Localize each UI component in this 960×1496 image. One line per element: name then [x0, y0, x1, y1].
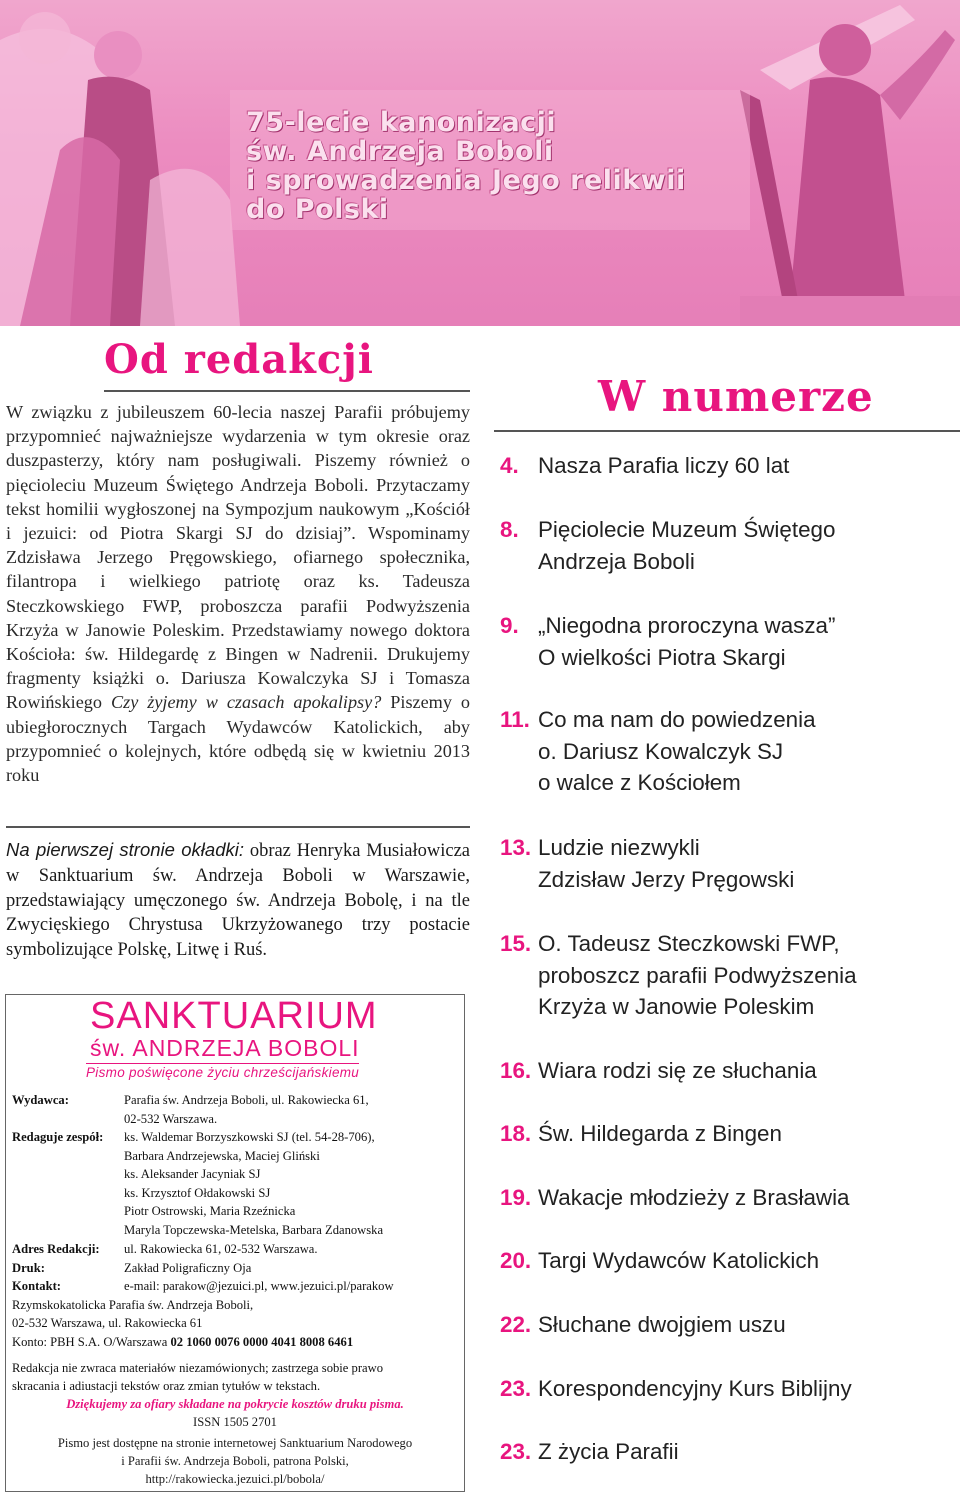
magazine-tagline: Pismo poświęcone życiu chrześcijańskiemu [86, 1065, 360, 1080]
imprint-text: Maryla Topczewska-Metelska, Barbara Zdanowska [124, 1222, 384, 1237]
magazine-subtitle: św. ANDRZEJA BOBOLI [90, 1035, 360, 1061]
toc-title: Pięciolecie Muzeum Świętego Andrzeja Boboli [538, 517, 836, 574]
bank-account [12, 1333, 353, 1352]
imprint-value [124, 1128, 383, 1240]
header-banner [0, 0, 960, 326]
imprint-value: Zakład Poligraficzny Oja [124, 1261, 252, 1275]
imprint-text: ks. Aleksander Jacyniak SJ [124, 1167, 261, 1182]
section-divider [6, 826, 470, 828]
imprint-editors [12, 1128, 383, 1240]
imprint-label: Wydawca: [12, 1093, 69, 1107]
imprint-text: Piotr Ostrowski, Maria Rzeźnicka [124, 1204, 296, 1219]
cover-description [6, 838, 470, 963]
toc-title: Słuchane dwojgiem uszu [538, 1312, 786, 1337]
toc-page: 23. [500, 1439, 532, 1464]
imprint-text: Barbara Andrzejewska, Maciej Gliński [124, 1148, 320, 1163]
issn: ISSN 1505 2701 [193, 1415, 277, 1429]
imprint-label: Adres Redakcji: [12, 1242, 100, 1256]
toc-page: 9. [500, 613, 519, 638]
toc-title: Targi Wydawców Katolickich [538, 1248, 820, 1273]
imprint-contact [12, 1277, 394, 1296]
imprint-text: ks. Krzysztof Ołdakowski SJ [124, 1185, 271, 1200]
imprint-printer [12, 1259, 251, 1278]
toc-page: 22. [500, 1312, 532, 1337]
imprint-label: Redaguje zespół: [12, 1130, 104, 1144]
toc-title: Nasza Parafia liczy 60 lat [538, 453, 790, 478]
banner-title [246, 108, 766, 224]
imprint-text: ks. Waldemar Borzyszkowski SJ (tel. 54-28-706), [124, 1130, 375, 1144]
toc-page: 19. [500, 1185, 532, 1210]
toc-title: Ludzie niezwykli Zdzisław Jerzy Pręgowski [538, 835, 795, 892]
banner-title-line: do Polski [246, 194, 389, 225]
magazine-title: SANKTUARIUM [90, 995, 378, 1037]
toc-title: Wakacje młodzieży z Brasławia [538, 1185, 850, 1210]
imprint-label: Kontakt: [12, 1279, 61, 1293]
toc-page: 13. [500, 835, 532, 860]
editorial-heading: Od redakcji [104, 336, 374, 383]
banner-title-line: 75-lecie kanonizacji [246, 107, 557, 138]
imprint-address [12, 1240, 318, 1259]
toc-page: 15. [500, 931, 532, 956]
editorial-body-2: Piszemy o ubiegłorocznych Targach Wydawców Katolickich, aby przypomnieć o kolejnych, które odbędą się w kwietniu 2013 roku [6, 692, 470, 786]
bank-account-number: 02 1060 0076 0000 4041 8008 6461 [170, 1335, 354, 1349]
imprint-value: ul. Rakowiecka 61, 02-532 Warszawa. [124, 1242, 318, 1256]
editorial-body-1: W związku z jubileuszem 60-lecia naszej Parafii próbujemy przypomnieć najważniejsze wydarzenia w tym okresie oraz duszpasterzy, który nam posługiwali. Piszemy również o pięcioleciu Muzeum Świętego Andrzeja Boboli. Przytaczamy tekst homilii wygłoszonej na Sympozjum naukowym „Kościół i jezuici: od Piotra Skargi SJ do dzisiaj”. Wspominamy Zdzisława Jerzego Pręgowskiego, ofiarnego społecznika, filantropa i wielkiego patriotę oraz ks. Tadeusza Steczkowskiego FWP, proboszcza parafii Podwyższenia Krzyża w Janowie Poleskim. Przedstawiamy nowego doktora Kościoła: św. Hildegardę z Bingen w Nadrenii. Drukujemy fragmenty książki o. Dariusza Kowalczyka SJ i Tomasza Rowińskiego [6, 402, 470, 713]
toc-page: 8. [500, 517, 519, 542]
cover-lead: Na pierwszej stronie okładki: [6, 839, 244, 860]
website-link[interactable]: http://rakowiecka.jezuici.pl/bobola/ [145, 1472, 325, 1486]
toc-page: 16. [500, 1058, 532, 1083]
editorial-note: skracania i adiustacji tekstów oraz zmian tytułów w tekstach. [12, 1379, 321, 1393]
editorial-note: Redakcja nie zwraca materiałów niezamówionych; zastrzega sobie prawo [12, 1361, 383, 1375]
toc-title: „Niegodna proroczyna wasza” O wielkości Piotra Skargi [538, 613, 836, 670]
thanks-note: Dziękujemy za ofiary składane na pokrycie kosztów druku pisma. [66, 1397, 404, 1411]
contents-heading: W numerze [598, 372, 874, 421]
toc-page: 11. [500, 707, 530, 732]
online-note: Pismo jest dostępne na stronie internetowej Sanktuarium Narodowego [57, 1436, 413, 1450]
toc-title: Co ma nam do powiedzenia o. Dariusz Kowalczyk SJ o walce z Kościołem [538, 707, 816, 795]
cover-text: obraz Henryka Musiałowicza w Sanktuarium św. Andrzeja Boboli w Warszawie, przedstawiający umęczonego św. Andrzeja Bobolę, i na tle Zwycięskiego Chrystusa Ukrzyżowanego trzy postacie symbolizujące Polskę, Litwę i Ruś. [6, 841, 470, 961]
toc-title: O. Tadeusz Steczkowski FWP, proboszcz parafii Podwyższenia Krzyża w Janowie Poleskim [538, 931, 857, 1019]
bank-account-prefix: Konto: PBH S.A. O/Warszawa [12, 1335, 171, 1349]
parish-name: Rzymskokatolicka Parafia św. Andrzeja Boboli, [12, 1298, 254, 1312]
book-title: Czy żyjemy w czasach apokalipsy? [110, 692, 382, 713]
toc-title: Z życia Parafii [538, 1439, 679, 1464]
imprint-text: Parafia św. Andrzeja Boboli, ul. Rakowiecka 61, [124, 1093, 369, 1107]
banner-title-line: i sprowadzenia Jego relikwii [246, 165, 686, 196]
heading-rule [104, 390, 470, 392]
toc-page: 18. [500, 1121, 532, 1146]
toc-title: Św. Hildegarda z Bingen [538, 1121, 782, 1146]
toc-page: 20. [500, 1248, 532, 1273]
imprint-publisher [12, 1091, 369, 1128]
contents-rule [494, 430, 960, 432]
imprint-label: Druk: [12, 1261, 45, 1275]
toc-title: Korespondencyjny Kurs Biblijny [538, 1376, 852, 1401]
toc-page: 4. [500, 453, 519, 478]
contact-link[interactable]: e-mail: parakow@jezuici.pl, www.jezuici.pl/parakow [124, 1279, 394, 1293]
toc-title: Wiara rodzi się ze słuchania [538, 1058, 817, 1083]
banner-title-line: św. Andrzeja Boboli [246, 136, 554, 167]
toc-page: 23. [500, 1376, 532, 1401]
imprint-value [124, 1091, 369, 1128]
editorial-text [6, 400, 470, 787]
online-note: i Parafii św. Andrzeja Boboli, patrona Polski, [121, 1454, 349, 1468]
imprint-text: 02-532 Warszawa. [124, 1111, 218, 1126]
imprint-box [5, 994, 465, 1492]
parish-address: 02-532 Warszawa, ul. Rakowiecka 61 [12, 1316, 203, 1330]
